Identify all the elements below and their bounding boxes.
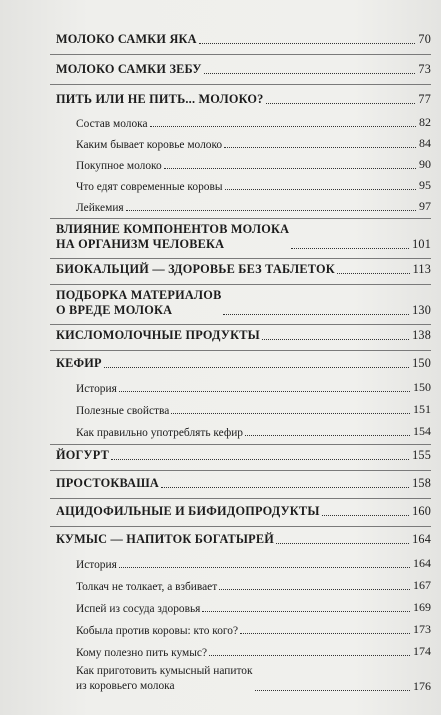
toc-page-number: 97 [419, 199, 431, 213]
dot-leader [262, 339, 409, 340]
toc-entry-title: Кобыла против коровы: кто кого? [76, 625, 239, 637]
toc-page-number: 113 [412, 262, 431, 276]
toc-entry-title-line1: Как приготовить кумысный напиток [76, 665, 253, 677]
toc-entry [56, 288, 431, 318]
dot-leader [161, 487, 409, 488]
toc-subentry [76, 664, 431, 694]
divider [50, 258, 431, 259]
toc-subentry [76, 622, 431, 637]
toc-page-number: 174 [413, 644, 431, 658]
divider [50, 498, 431, 499]
toc-page-number: 176 [413, 679, 431, 693]
toc-page-number: 158 [412, 476, 431, 490]
toc-entry-title: МОЛОКО САМКИ ЯКА [56, 32, 197, 46]
toc-entry-title-block [56, 222, 289, 252]
toc-entry-title: ПРОСТОКВАША [56, 476, 160, 490]
toc-entry-title: МОЛОКО САМКИ ЗЕБУ [56, 62, 202, 76]
dot-leader [223, 314, 409, 315]
toc-subentry [76, 157, 431, 172]
toc-entry-title: Кому полезно пить кумыс? [76, 647, 208, 659]
toc-entry-title: Испей из сосуда здоровья [76, 603, 201, 615]
toc-entry [56, 262, 431, 277]
toc-page-number: 173 [413, 622, 431, 636]
dot-leader [322, 515, 410, 516]
toc-entry [56, 32, 431, 47]
toc-entry [56, 356, 431, 371]
toc-page-number: 90 [419, 157, 431, 171]
toc-entry-title: БИОКАЛЬЦИЙ — ЗДОРОВЬЕ БЕЗ ТАБЛЕТОК [56, 262, 335, 276]
dot-leader [164, 168, 416, 169]
toc-subentry [76, 578, 431, 593]
dot-leader [291, 248, 409, 249]
toc-entry [56, 504, 431, 519]
toc-page-number: 77 [418, 92, 431, 106]
dot-leader [126, 210, 416, 211]
toc-entry-title: КИСЛОМОЛОЧНЫЕ ПРОДУКТЫ [56, 328, 260, 342]
divider [50, 324, 431, 325]
toc-subentry [76, 424, 431, 439]
toc-subentry [76, 402, 431, 417]
toc-entry-title: История [76, 383, 117, 395]
dot-leader [171, 413, 410, 414]
toc-subentry [76, 199, 431, 214]
toc-entry-title: Как правильно употреблять кефир [76, 427, 243, 439]
toc-page-number: 101 [412, 237, 431, 251]
dot-leader [225, 189, 416, 190]
toc-page-number: 95 [419, 178, 431, 192]
divider [50, 54, 431, 55]
toc-page-number: 164 [413, 556, 431, 570]
toc-page-number: 150 [412, 356, 431, 370]
dot-leader [119, 391, 410, 392]
toc-entry [56, 92, 431, 107]
toc-entry [56, 328, 431, 343]
toc-page-number: 154 [413, 424, 431, 438]
dot-leader [150, 126, 416, 127]
toc-entry-title-block [76, 664, 253, 694]
toc-page-number: 151 [413, 402, 431, 416]
toc-entry-title-line1: ПОДБОРКА МАТЕРИАЛОВ [56, 288, 222, 302]
toc-page-number: 70 [418, 32, 431, 46]
dot-leader [240, 633, 410, 634]
toc-page-number: 164 [412, 532, 431, 546]
toc-page-number: 138 [412, 328, 431, 342]
toc-entry-title-line2: О ВРЕДЕ МОЛОКА [56, 303, 173, 317]
toc-subentry [76, 115, 431, 130]
toc-page-number: 169 [413, 600, 431, 614]
toc-entry-title-line2: из коровьего молока [76, 680, 175, 692]
toc-subentry [76, 600, 431, 615]
toc-page-number: 84 [419, 136, 431, 150]
toc-entry-title: Толкач не толкает, а взбивает [76, 581, 218, 593]
toc-entry [56, 62, 431, 77]
dot-leader [111, 459, 409, 460]
toc-entry-title: ЙОГУРТ [56, 448, 110, 462]
toc-entry-title-line2: НА ОРГАНИЗМ ЧЕЛОВЕКА [56, 237, 225, 251]
divider [50, 526, 431, 527]
toc-entry-title: Каким бывает коровье молоко [76, 139, 223, 151]
dot-leader [204, 73, 416, 74]
toc-entry-title: Лейкемия [76, 202, 124, 214]
dot-leader [219, 589, 410, 590]
toc-page-number: 150 [413, 380, 431, 394]
toc-subentry [76, 136, 431, 151]
toc-entry-title-block [56, 288, 221, 318]
toc-entry-title: Состав молока [76, 118, 148, 130]
toc-entry [56, 222, 431, 252]
dot-leader [224, 147, 416, 148]
toc-entry-title: Покупное молоко [76, 160, 162, 172]
toc-entry [56, 448, 431, 463]
divider [50, 84, 431, 85]
dot-leader [209, 655, 410, 656]
toc-page-number: 167 [413, 578, 431, 592]
toc-entry-title: ПИТЬ ИЛИ НЕ ПИТЬ... МОЛОКО? [56, 92, 264, 106]
divider [50, 444, 431, 445]
dot-leader [255, 690, 411, 691]
toc-entry-title: АЦИДОФИЛЬНЫЕ И БИФИДОПРОДУКТЫ [56, 504, 320, 518]
toc-entry [56, 476, 431, 491]
dot-leader [119, 567, 410, 568]
toc-subentry [76, 644, 431, 659]
toc-subentry [76, 178, 431, 193]
toc-entry [56, 532, 431, 547]
toc-page-number: 155 [412, 448, 431, 462]
divider [50, 470, 431, 471]
toc-subentry [76, 556, 431, 571]
toc-entry-title: История [76, 559, 117, 571]
toc-page-number: 73 [418, 62, 431, 76]
toc-entry-title: КУМЫС — НАПИТОК БОГАТЫРЕЙ [56, 532, 275, 546]
toc-entry-title: Что едят современные коровы [76, 181, 223, 193]
toc-page-number: 82 [419, 115, 431, 129]
dot-leader [202, 611, 410, 612]
dot-leader [245, 435, 410, 436]
toc-subentry [76, 380, 431, 395]
toc-entry-title-line1: ВЛИЯНИЕ КОМПОНЕНТОВ МОЛОКА [56, 222, 290, 236]
dot-leader [276, 543, 409, 544]
divider [50, 284, 431, 285]
divider [50, 218, 431, 219]
divider [50, 350, 431, 351]
toc-page-number: 160 [412, 504, 431, 518]
dot-leader [266, 103, 416, 104]
dot-leader [104, 367, 409, 368]
toc-page-number: 130 [412, 303, 431, 317]
dot-leader [337, 273, 410, 274]
dot-leader [199, 43, 416, 44]
toc-entry-title: Полезные свойства [76, 405, 170, 417]
toc-entry-title: КЕФИР [56, 356, 102, 370]
